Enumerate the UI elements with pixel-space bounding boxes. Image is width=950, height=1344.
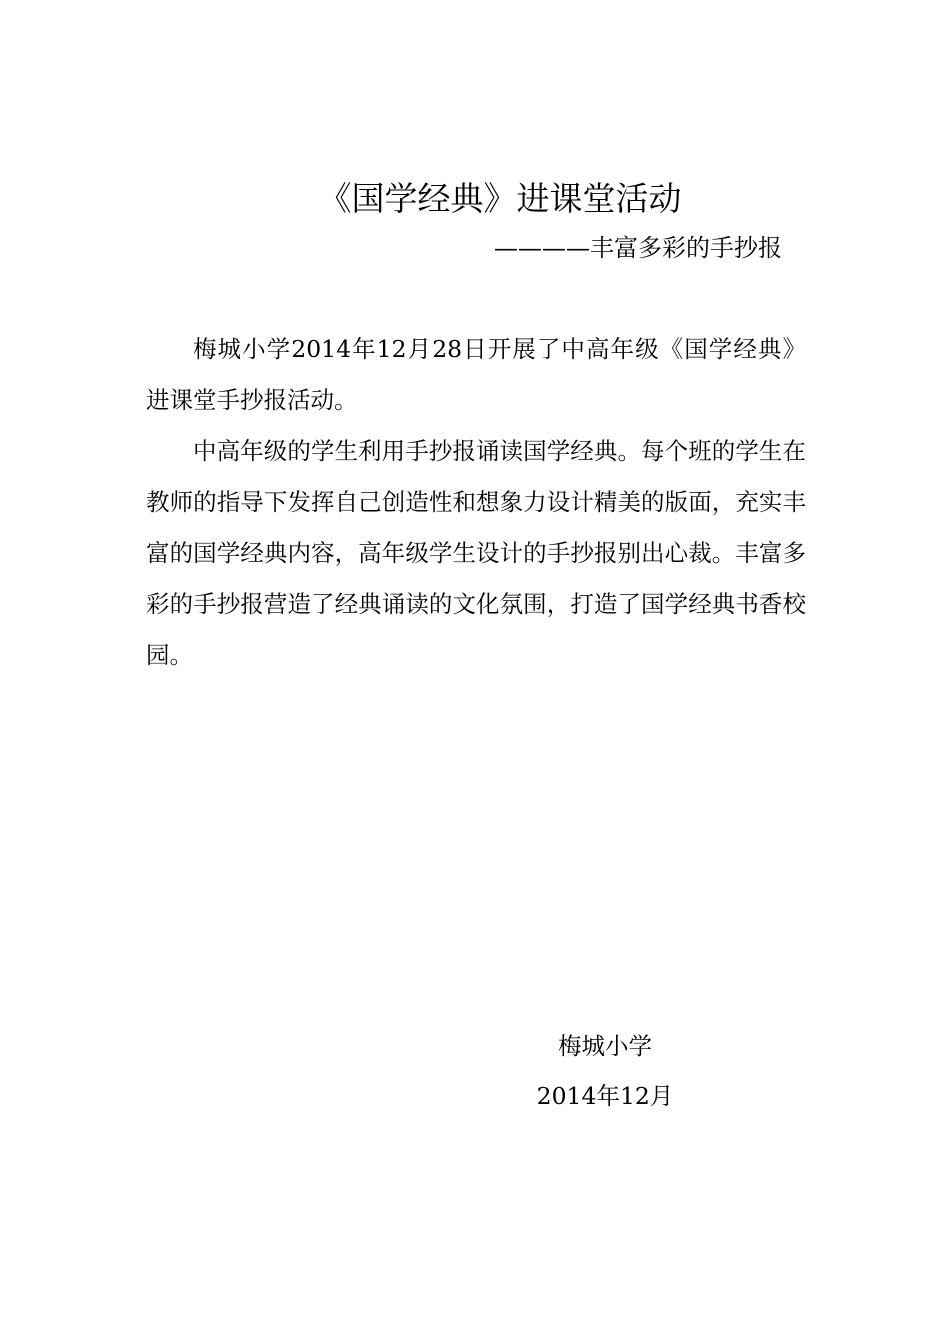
document-title: 《国学经典》进课堂活动 xyxy=(318,179,682,218)
document-subtitle: ————丰富多彩的手抄报 xyxy=(494,234,782,262)
paragraph-2: 中高年级的学生利用手抄报诵读国学经典。每个班的学生在教师的指导下发挥自己创造性和想象力设计精美的版面，充实丰富的国学经典内容，高年级学生设计的手抄报别出心裁。丰富多彩的手抄报营造了经典诵读的文化氛围，打造了国学经典书香校园。 xyxy=(146,437,806,669)
signature-date: 2014年12月 xyxy=(536,1082,674,1110)
signature-organization: 梅城小学 xyxy=(558,1032,652,1060)
paragraph-1: 梅城小学2014年12月28日开展了中高年级《国学经典》进课堂手抄报活动。 xyxy=(146,335,806,414)
document-body xyxy=(146,324,806,681)
